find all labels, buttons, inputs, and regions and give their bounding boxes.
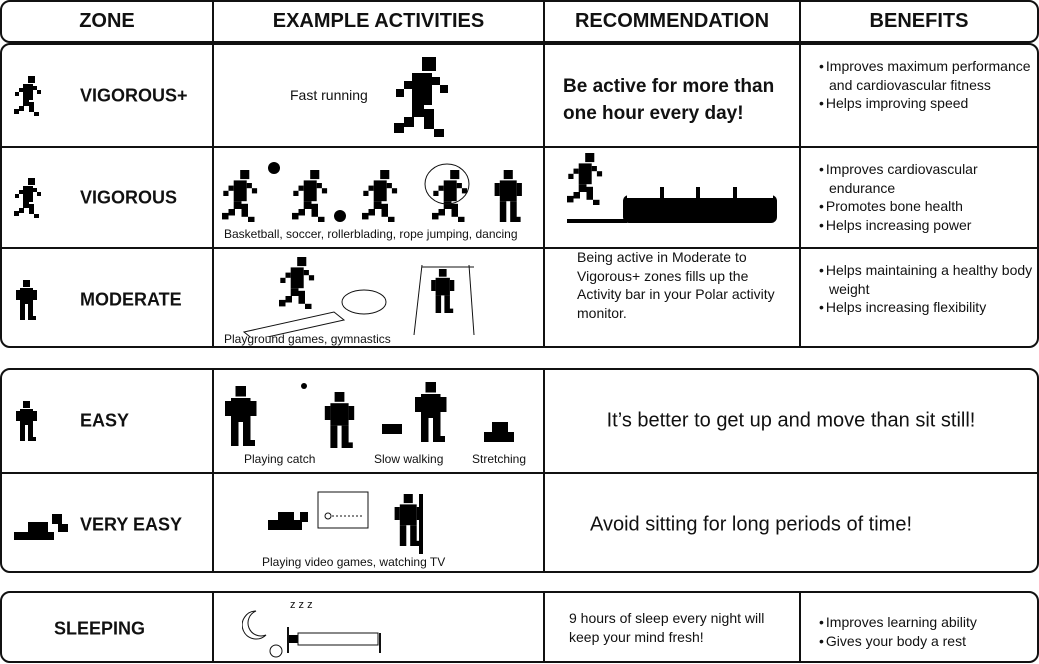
- recommendation-body: Being active in Moderate to Vigorous+ zones fills up the Activity bar in your Polar activity monitor.: [577, 249, 775, 321]
- sleeping-bed-icon: [242, 607, 392, 661]
- benefit-item: • Improves cardiovascular endurance: [819, 160, 1037, 197]
- activity-bar-icon: [567, 153, 787, 223]
- runner-icon: [14, 178, 64, 218]
- fast-runner-icon: [394, 57, 474, 137]
- header-row: [0, 0, 1039, 43]
- zone-row-very-easy: [2, 472, 1037, 573]
- header-recommendation: RECOMMENDATION: [574, 10, 770, 32]
- benefits-list: [819, 613, 977, 650]
- zzz-text: z z z: [290, 599, 313, 611]
- recommendation-headline: Be active for more than one hour every day!: [563, 76, 775, 124]
- zone-name: VIGOROUS: [80, 187, 178, 207]
- benefit-item: • Helps increasing power: [819, 216, 1037, 235]
- standing-icon: [14, 401, 64, 441]
- benefits-list: [819, 160, 1037, 234]
- zone-name: VIGOROUS+: [80, 85, 188, 105]
- benefit-item: • Helps increasing flexibility: [819, 298, 1037, 317]
- header-zone: ZONE: [79, 10, 135, 32]
- benefit-item: • Improves maximum performance and cardiovascular fitness: [819, 57, 1037, 94]
- activity-caption: Playing video games, watching TV: [262, 555, 446, 569]
- zone-row-sleeping: [2, 593, 1037, 663]
- zone-name: SLEEPING: [54, 618, 146, 639]
- benefit-item: • Gives your body a rest: [819, 632, 977, 651]
- active-zones-block: [0, 43, 1039, 348]
- very-easy-recommendation: Avoid sitting for long periods of time!: [590, 513, 913, 535]
- activity-caption: Fast running: [290, 87, 368, 103]
- easy-activities-icons: [222, 382, 542, 452]
- header-activities: EXAMPLE ACTIVITIES: [272, 10, 485, 32]
- sports-icons: [222, 162, 532, 222]
- benefits-list: [819, 57, 1037, 113]
- benefit-item: • Helps improving speed: [819, 94, 1037, 113]
- zone-name: VERY EASY: [80, 514, 183, 534]
- header-benefits: BENEFITS: [869, 10, 969, 32]
- activity-caption: Playing catch: [244, 452, 316, 466]
- sleeping-block: [0, 591, 1039, 663]
- screen-activities-icons: [264, 490, 484, 556]
- zone-name: MODERATE: [80, 289, 182, 309]
- zone-name: EASY: [80, 410, 130, 431]
- playground-icons: [234, 257, 534, 337]
- runner-icon: [14, 76, 64, 116]
- activity-caption: Playground games, gymnastics: [224, 332, 391, 346]
- walker-icon: [14, 280, 64, 320]
- zone-row-easy: [2, 370, 1037, 472]
- benefit-item: • Improves learning ability: [819, 613, 977, 632]
- activity-caption: Basketball, soccer, rollerblading, rope jumping, dancing: [224, 227, 518, 241]
- sitting-icon: [14, 510, 70, 540]
- light-zones-block: [0, 368, 1039, 573]
- benefits-list: [819, 261, 1037, 317]
- sleeping-recommendation: 9 hours of sleep every night will keep your mind fresh!: [569, 610, 765, 645]
- benefit-item: • Helps maintaining a healthy body weight: [819, 261, 1037, 298]
- activity-caption: Stretching: [472, 452, 527, 466]
- easy-recommendation: It’s better to get up and move than sit still!: [606, 409, 976, 432]
- activity-caption: Slow walking: [374, 452, 444, 466]
- benefit-item: • Promotes bone health: [819, 197, 1037, 216]
